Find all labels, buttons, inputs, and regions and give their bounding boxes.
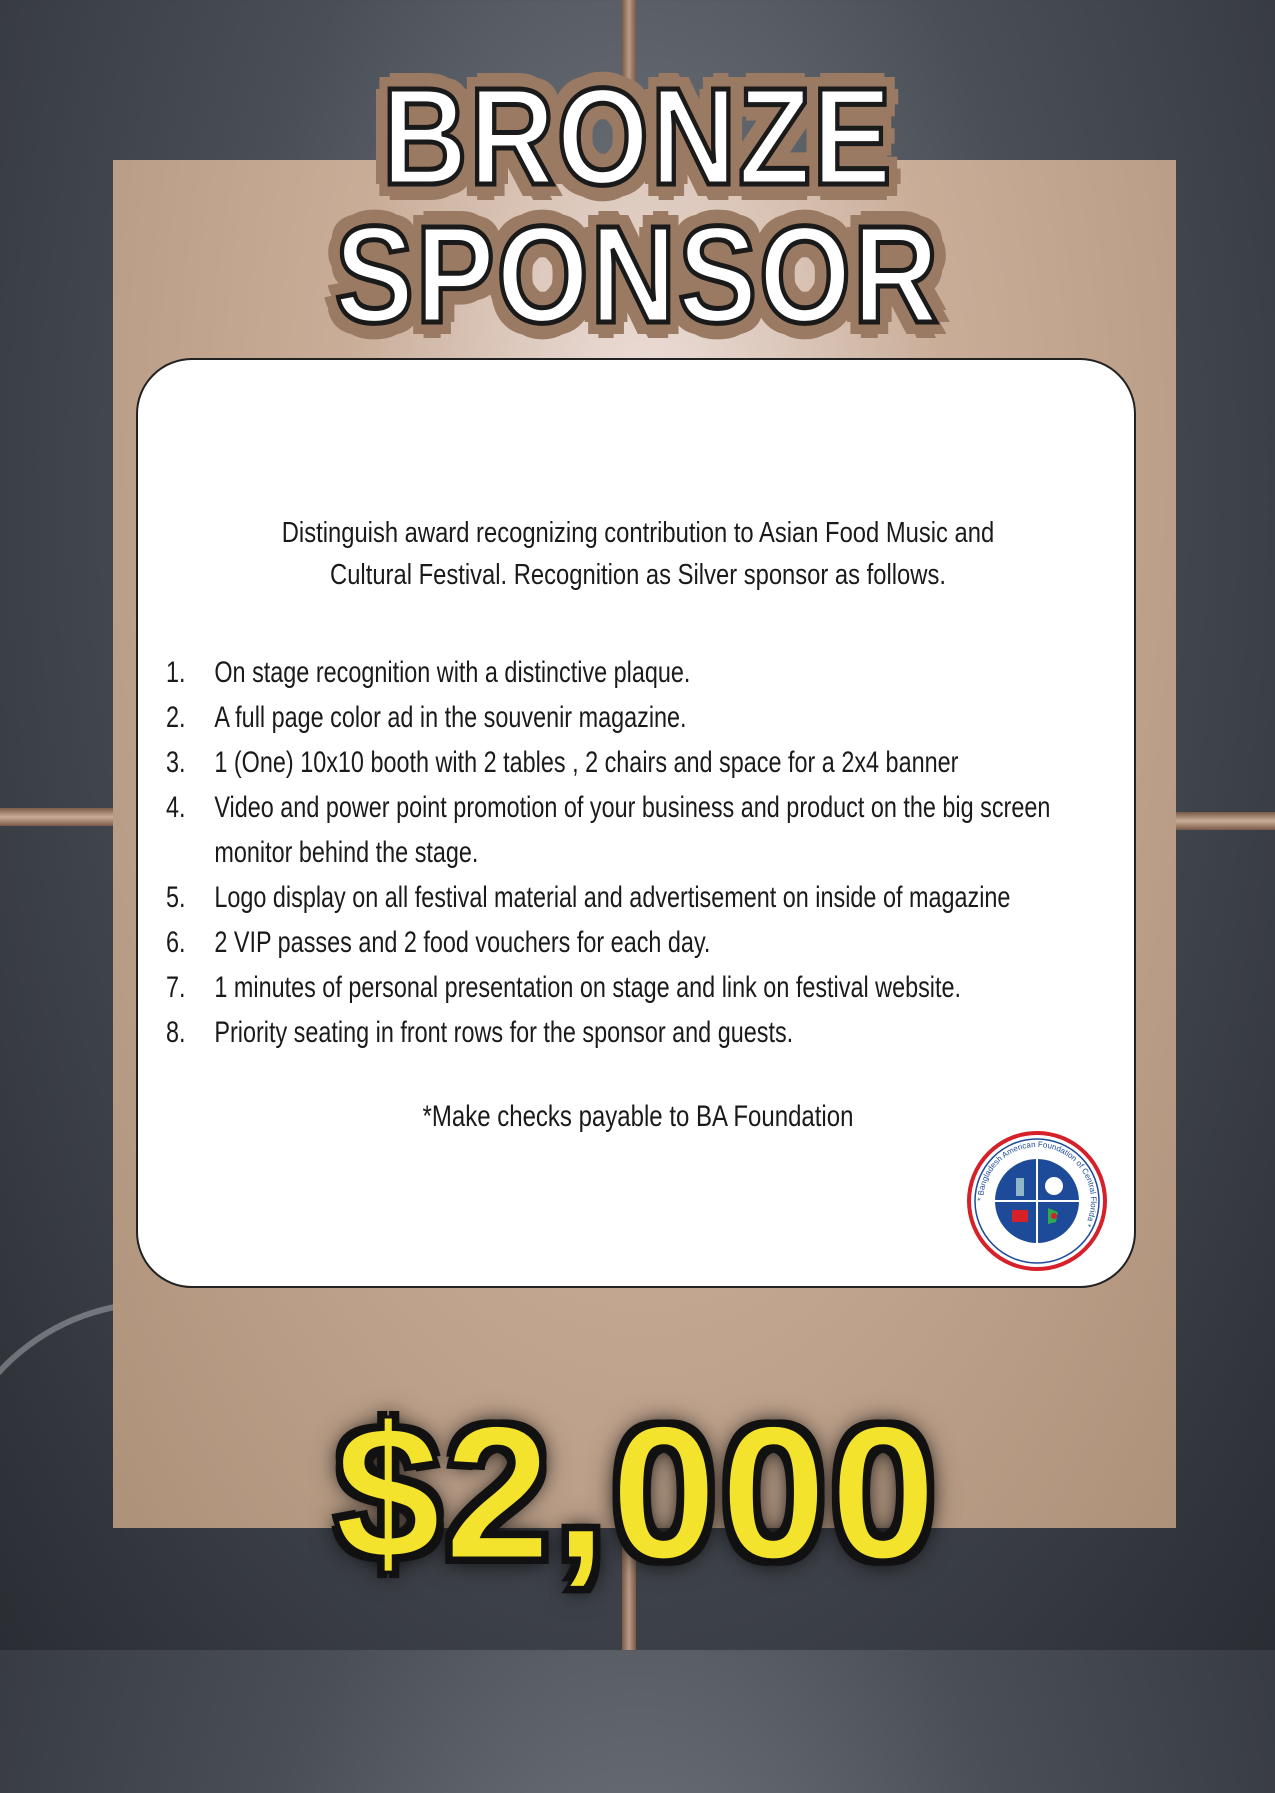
foundation-seal-logo: [966, 1130, 1108, 1272]
sponsor-price: $2,000: [334, 1387, 941, 1599]
description: Distinguish award recognizing contribution to Asian Food Music and Cultural Festival. Recognition as Silver sponsor as follows.: [281, 517, 995, 592]
statue-icon: [1016, 1178, 1024, 1196]
flag-icon: [1012, 1210, 1028, 1222]
list-item: 1. On stage recognition with a distinctive plaque.: [166, 656, 691, 689]
list-item: 7. 1 minutes of personal presentation on stage and link on festival website.: [166, 971, 962, 1004]
list-item: 2. A full page color ad in the souvenir magazine.: [166, 701, 687, 734]
list-item: 6. 2 VIP passes and 2 food vouchers for each day.: [166, 926, 711, 959]
list-item: 5. Logo display on all festival material and advertisement on inside of magazine: [166, 881, 1011, 914]
page-title: BRONZE SPONSOR: [334, 60, 941, 352]
payment-note: *Make checks payable to BA Foundation: [422, 1100, 854, 1133]
benefits-list: [166, 650, 1055, 1055]
lotus-icon: [1045, 1177, 1063, 1195]
list-item: 8. Priority seating in front rows for the sponsor and guests.: [166, 1016, 794, 1049]
list-item: 4. Video and power point promotion of your business and product on the big screen monitor behind the stage.: [166, 791, 1051, 869]
seal-ring-text: * Bangladesh American Foundation of Central Florida *: [975, 1139, 1099, 1229]
list-item: 3. 1 (One) 10x10 booth with 2 tables , 2 chairs and space for a 2x4 banner: [166, 746, 959, 779]
benefits-card: [136, 358, 1136, 1288]
